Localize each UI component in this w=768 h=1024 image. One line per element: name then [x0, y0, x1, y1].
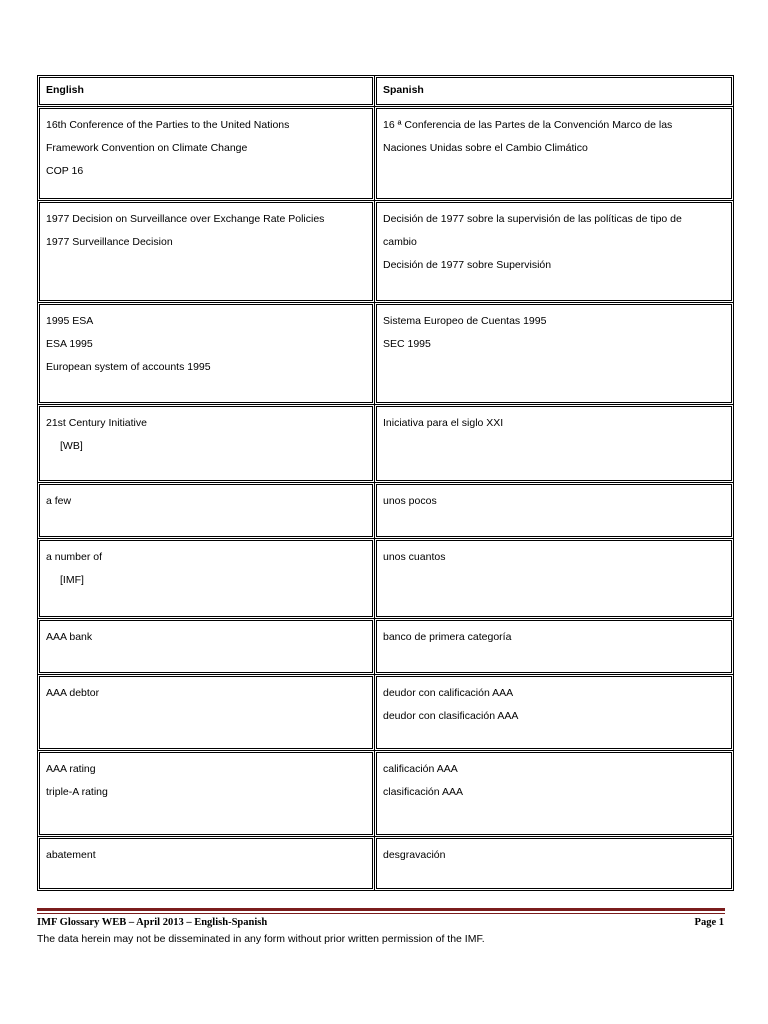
cell-spanish — [375, 107, 734, 201]
spanish-term: calificación AAA — [383, 763, 458, 775]
footer-rule-thin — [37, 913, 725, 914]
cell-english — [38, 539, 375, 619]
cell-spanish — [375, 619, 734, 675]
table-row — [38, 675, 734, 751]
disclaimer: The data herein may not be disseminated in any form without prior written permission of the IMF. — [37, 933, 485, 945]
footer-title: IMF Glossary WEB – April 2013 – English-Spanish — [37, 917, 268, 928]
english-term: 1977 Decision on Surveillance over Exchange Rate Policies — [46, 213, 325, 225]
english-term: 1977 Surveillance Decision — [46, 236, 173, 248]
spanish-term: deudor con clasificación AAA — [383, 710, 519, 722]
cell-english — [38, 107, 375, 201]
spanish-term: deudor con calificación AAA — [383, 687, 514, 699]
english-term: a number of — [46, 551, 103, 563]
table-row — [38, 201, 734, 303]
english-term: 21st Century Initiative — [46, 417, 147, 429]
cell-english — [38, 619, 375, 675]
cell-spanish — [375, 303, 734, 405]
table-row — [38, 107, 734, 201]
page-number: Page 1 — [694, 917, 724, 928]
cell-english — [38, 837, 375, 891]
english-term: 16th Conference of the Parties to the United Nations — [46, 119, 290, 131]
cell-english — [38, 201, 375, 303]
english-term: COP 16 — [46, 165, 84, 177]
spanish-term: unos pocos — [383, 495, 437, 507]
table-header-row — [38, 76, 734, 107]
spanish-term: Sistema Europeo de Cuentas 1995 — [383, 315, 547, 327]
cell-english — [38, 303, 375, 405]
english-term: AAA debtor — [46, 687, 100, 699]
spanish-term: unos cuantos — [383, 551, 446, 563]
cell-spanish — [375, 539, 734, 619]
spanish-term: Decisión de 1977 sobre Supervisión — [383, 259, 552, 271]
spanish-term: 16 ª Conferencia de las Partes de la Convención Marco de las — [383, 119, 673, 131]
spanish-term: clasificación AAA — [383, 786, 463, 798]
spanish-term: SEC 1995 — [383, 338, 431, 350]
english-term: ESA 1995 — [46, 338, 93, 350]
header-spanish: Spanish — [375, 76, 734, 107]
header-english: English — [38, 76, 375, 107]
english-term: triple-A rating — [46, 786, 108, 798]
glossary-table — [37, 75, 734, 891]
source-note: [WB] — [60, 440, 83, 452]
table-row — [38, 539, 734, 619]
spanish-term: Decisión de 1977 sobre la supervisión de las políticas de tipo de — [383, 213, 682, 225]
cell-english — [38, 405, 375, 483]
spanish-term: desgravación — [383, 849, 446, 861]
english-term: European system of accounts 1995 — [46, 361, 211, 373]
cell-spanish — [375, 483, 734, 539]
table-row — [38, 303, 734, 405]
spanish-term: Naciones Unidas sobre el Cambio Climático — [383, 142, 588, 154]
english-term: abatement — [46, 849, 96, 861]
cell-english — [38, 675, 375, 751]
source-note: [IMF] — [60, 574, 84, 586]
english-term: 1995 ESA — [46, 315, 94, 327]
english-term: AAA rating — [46, 763, 96, 775]
table-row — [38, 483, 734, 539]
table-row — [38, 751, 734, 837]
cell-spanish — [375, 675, 734, 751]
table-body — [38, 107, 734, 891]
cell-spanish — [375, 751, 734, 837]
english-term: AAA bank — [46, 631, 93, 643]
table-row — [38, 405, 734, 483]
cell-spanish — [375, 837, 734, 891]
spanish-term: banco de primera categoría — [383, 631, 512, 643]
cell-spanish — [375, 405, 734, 483]
table-row — [38, 619, 734, 675]
footer-rule-thick — [37, 908, 725, 911]
table-row — [38, 837, 734, 891]
spanish-term: Iniciativa para el siglo XXI — [383, 417, 504, 429]
cell-english — [38, 483, 375, 539]
cell-english — [38, 751, 375, 837]
cell-spanish — [375, 201, 734, 303]
english-term: a few — [46, 495, 72, 507]
english-term: Framework Convention on Climate Change — [46, 142, 248, 154]
spanish-term: cambio — [383, 236, 417, 248]
